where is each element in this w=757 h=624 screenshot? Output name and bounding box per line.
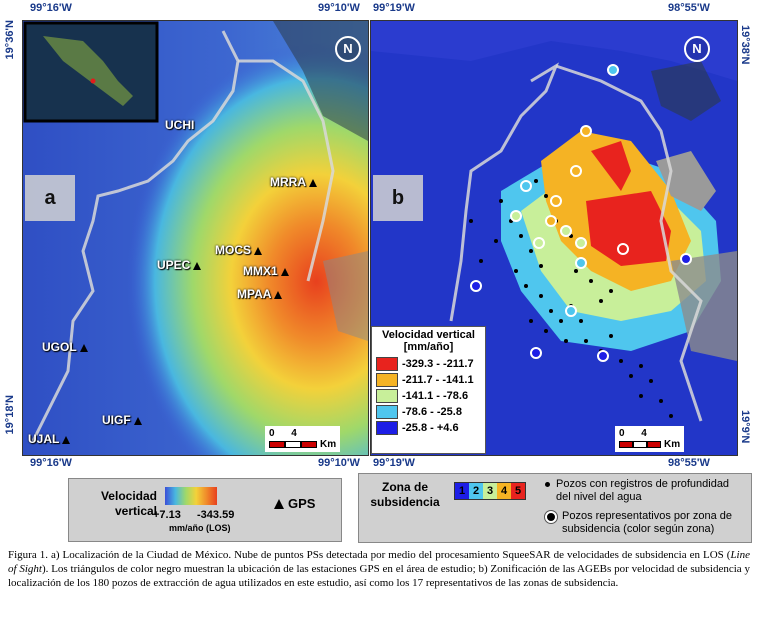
velocity-legend-row: -329.3 - -211.7 [372,356,485,372]
velocity-legend-row: -25.8 - +4.6 [372,420,485,436]
north-arrow-a: N [335,36,361,62]
legend-swatch [376,421,398,435]
velocity-legend-row: -78.6 - -25.8 [372,404,485,420]
zone-1: 1 [455,483,469,499]
panel-b-right-bottom-coord: 19°9'N [739,410,751,444]
legend-swatch [376,405,398,419]
colorbar-max: -343.59 [197,509,235,521]
colorbar-min: +7.13 [153,509,181,521]
panel-b-bottom-left-coord: 99°19'W [373,457,415,469]
gps-triangle-icon [254,247,262,255]
gps-station-mpaa: MPAA [237,287,282,301]
panel-a-bottom-right-coord: 99°10'W [318,457,360,469]
panel-a-top-right-coord: 99°10'W [318,2,360,14]
gps-triangle-icon [62,436,70,444]
panel-b-top-left-coord: 99°19'W [373,2,415,14]
zone-3: 3 [483,483,497,499]
legend-swatch [376,389,398,403]
gps-triangle-icon [309,179,317,187]
panel-a-top-left-coord: 99°16'W [30,2,72,14]
gps-station-uchi: UCHI [165,118,195,132]
gps-triangle-icon [80,344,88,352]
gps-triangle-icon [274,499,284,509]
panel-a-left-top-coord: 19°36'N [4,20,16,60]
figure-caption: Figura 1. a) Localización de la Ciudad de México. Nube de puntos PSs detectada por medio del procesamiento SqueeSAR de velocidades de subsidencia en LOS (Line of Sight). Los triángulos de color negro muestran la ubicación de las estaciones GPS en el área de estudio; b) Zonificación de las AGEBs por velocidad de subsidencia y localización de los 180 pozos de extracción de agua utilizados en este estudio, así como los 17 representativos de las zonas de subsidencia. [8,549,750,589]
scale-bar-b: 0 4 Km [615,426,684,452]
panel-a-left-bottom-coord: 19°18'N [4,395,16,435]
panel-b-top-right-coord: 98°55'W [668,2,710,14]
gps-station-mocs: MOCS [215,243,262,257]
panel-b-label: b [373,175,423,221]
zone-5: 5 [511,483,525,499]
legend-a-title: Velocidad vertical [100,489,157,518]
gps-legend: GPS [274,496,315,511]
deformation-map-a [23,21,368,455]
gps-station-mrra: MRRA [270,175,317,189]
gps-station-ugol: UGOL [42,340,88,354]
legend-b-box [358,473,752,543]
representative-well-icon [545,511,557,523]
panel-a-bottom-left-coord: 99°16'W [30,457,72,469]
panel-a-label: a [25,175,75,221]
velocity-legend-b [371,326,486,454]
panel-b-right-top-coord: 19°38'N [739,25,751,65]
gps-station-ujal: UJAL [28,432,70,446]
legend-a-box [68,478,342,542]
rep-wells-legend: Pozos representativos por zona de subsidencia (color según zona) [545,510,745,536]
legend-swatch [376,373,398,387]
scale-bar-a: 0 4 Km [265,426,340,452]
velocity-legend-title: Velocidad vertical [mm/año] [382,329,475,353]
gps-triangle-icon [274,291,282,299]
legend-b-title: Zona de subsidencia [370,480,440,509]
location-marker [91,79,96,84]
colorbar-unit: mm/año (LOS) [169,523,231,533]
panel-b-bottom-right-coord: 98°55'W [668,457,710,469]
wells-legend: Pozos con registros de profundidad del nivel del agua [545,478,745,504]
gps-triangle-icon [281,268,289,276]
velocity-colorbar [165,487,217,505]
gps-station-mmx1: MMX1 [243,264,289,278]
velocity-legend-row: -141.1 - -78.6 [372,388,485,404]
zone-2: 2 [469,483,483,499]
gps-triangle-icon [134,417,142,425]
zone-4: 4 [497,483,511,499]
zone-colorbar [454,482,526,500]
gps-triangle-icon [193,262,201,270]
well-dot-icon [545,482,550,487]
north-arrow-b: N [684,36,710,62]
gps-station-uigf: UIGF [102,413,142,427]
velocity-legend-row: -211.7 - -141.1 [372,372,485,388]
legend-swatch [376,357,398,371]
map-panel-a [22,20,369,456]
gps-station-upec: UPEC [157,258,201,272]
